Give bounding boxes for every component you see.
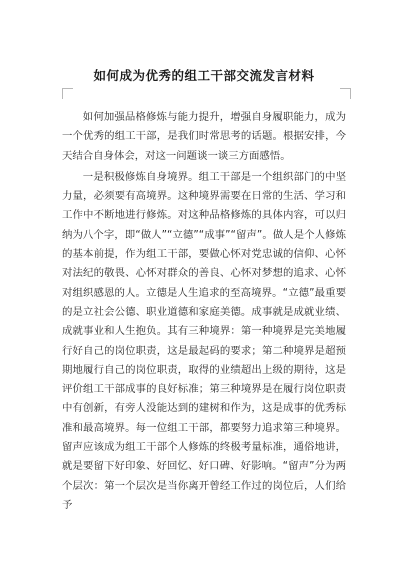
crop-mark-top-left: [62, 88, 73, 99]
page-title: 如何成为优秀的组工干部交流发言材料: [93, 68, 315, 83]
crop-mark-top-right: [340, 88, 351, 99]
paragraph-intro: 如何加强品格修炼与能力提升，增强自身履职能力，成为一个优秀的组工干部，是我们时常思考的话题。根据安排，今天结合自身体会，对这一问题谈一谈三方面感悟。: [62, 111, 346, 162]
paragraph-first-point: 一是积极修炼自身境界。组工干部是一个组织部门的中坚力量，必须要有高境界。这种境界需要在日常的生活、学习和工作中不断地进行修炼。对这种品格修炼的具体内容，可以归纳为八个字，即“做人”“立德”“成事”“留声”。做人是个人修炼的基本前提，作为组工干部，要做心怀对党忠诚的信仰、心怀对法纪的敬畏、心怀对群众的善良、心怀对梦想的追求、心怀对组织感恩的人。立德是人生追求的至高境界。“立德”最重要的是立社会公德、职业道德和家庭美德。成事就是成就业绩、成就事业和人生抱负。其有三种境界：第一种境界是完美地履行好自己的岗位职责，这是最起码的要求；第二种境界是超预期地履行自己的岗位职责，取得的业绩超出上级的期待，这是评价组工干部成事的良好标准；第三种境界是在履行岗位职责中有创新，有旁人没能达到的建树和作为，这是成事的优秀标准和最高境界。每一位组工干部，都要努力追求第三种境界。留声应该成为组工干部个人修炼的终极考量标准，通俗地讲，就是要留下好印象、好回忆、好口碑、好影响。“留声”分为两个层次：第一个层次是当你离开曾经工作过的岗位后，人们给予: [62, 170, 346, 511]
document-body: [62, 108, 346, 515]
